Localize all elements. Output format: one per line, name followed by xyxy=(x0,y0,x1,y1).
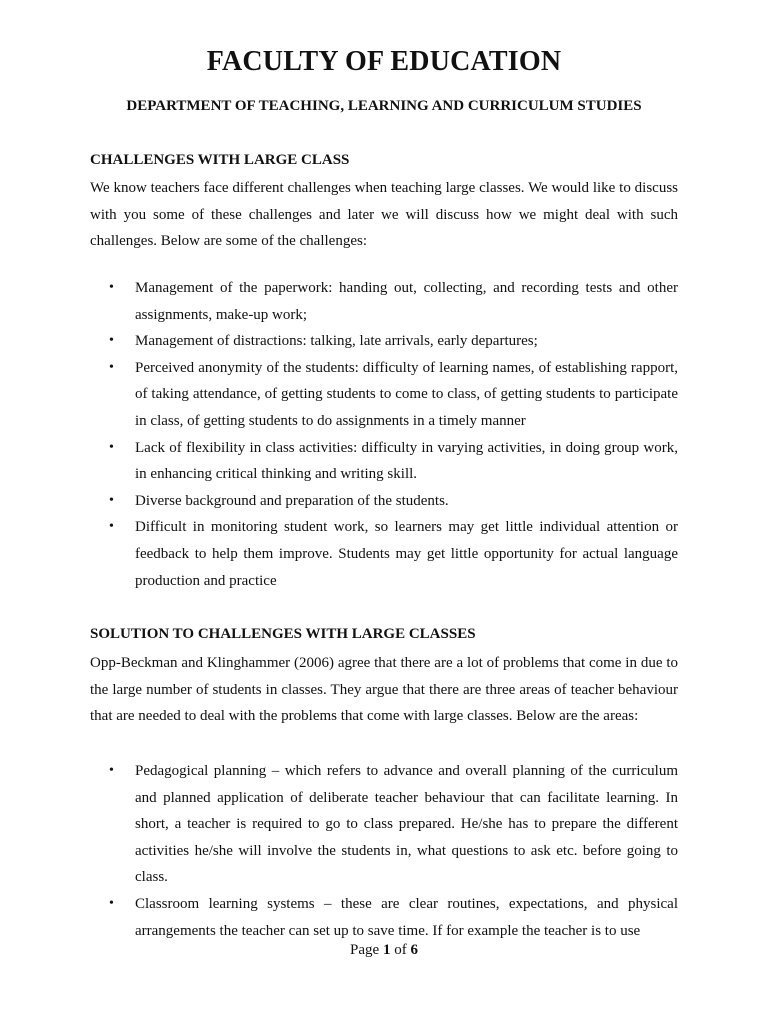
solutions-intro-paragraph: Opp-Beckman and Klinghammer (2006) agree that there are a lot of problems that come in due to the large number of students in classes. They argue that there are three areas of teacher behaviour that are needed to deal with the problems that come with large classes. Below are the areas: xyxy=(90,655,678,725)
total-pages-number: 6 xyxy=(410,942,418,958)
solutions-list xyxy=(90,758,678,944)
bullet-icon: • xyxy=(109,280,114,295)
list-item: • Lack of flexibility in class activities: difficulty in varying activities, in doing group work, in enhancing critical thinking and writing skill. xyxy=(90,435,678,488)
bullet-icon: • xyxy=(109,439,114,455)
section-heading-challenges: CHALLENGES WITH LARGE CLASS xyxy=(90,152,350,168)
list-item: • Management of the paperwork: handing out, collecting, and recording tests and other assignments, make-up work; xyxy=(90,275,678,328)
section-heading-solutions: SOLUTION TO CHALLENGES WITH LARGE CLASSES xyxy=(90,626,476,642)
bullet-icon: • xyxy=(109,492,114,508)
bullet-icon: • xyxy=(109,333,114,349)
challenges-list xyxy=(90,275,678,594)
list-item: • Perceived anonymity of the students: difficulty of learning names, of establishing rapport, of taking attendance, of getting students to come to class, of getting students to participate in class, of getting students to do assignments in a timely manner xyxy=(90,355,678,435)
document-title: FACULTY OF EDUCATION xyxy=(206,46,562,77)
list-item: • Pedagogical planning – which refers to advance and overall planning of the curriculum and planned application of deliberate teacher behaviour that can facilitate learning. In short, a teacher is required to go to class prepared. He/she has to prepare the different activities he/she will involve the students in, what questions to ask etc. before going to class. xyxy=(90,758,678,891)
list-item: • Classroom learning systems – these are clear routines, expectations, and physical arrangements the teacher can set up to save time. If for example the teacher is to use xyxy=(90,891,678,944)
current-page-number: 1 xyxy=(382,942,391,958)
bullet-icon: • xyxy=(109,519,114,535)
of-word: of xyxy=(394,942,407,958)
department-subtitle: DEPARTMENT OF TEACHING, LEARNING AND CURRICULUM STUDIES xyxy=(126,98,642,114)
bullet-icon: • xyxy=(109,895,114,911)
bullet-icon: • xyxy=(109,763,114,778)
page-footer xyxy=(0,942,768,959)
list-item: • Management of distractions: talking, late arrivals, early departures; xyxy=(90,328,678,355)
list-item: • Diverse background and preparation of the students. xyxy=(90,488,678,515)
page-word: Page xyxy=(350,942,380,958)
challenges-intro-paragraph: We know teachers face different challenges when teaching large classes. We would like to discuss with you some of these challenges and later we will discuss how we might deal with such challenges. Below are some of the challenges: xyxy=(90,180,678,250)
list-item: • Difficult in monitoring student work, so learners may get little individual attention or feedback to help them improve. Students may get little opportunity for actual language production and practice xyxy=(90,514,678,594)
bullet-icon: • xyxy=(109,359,114,375)
